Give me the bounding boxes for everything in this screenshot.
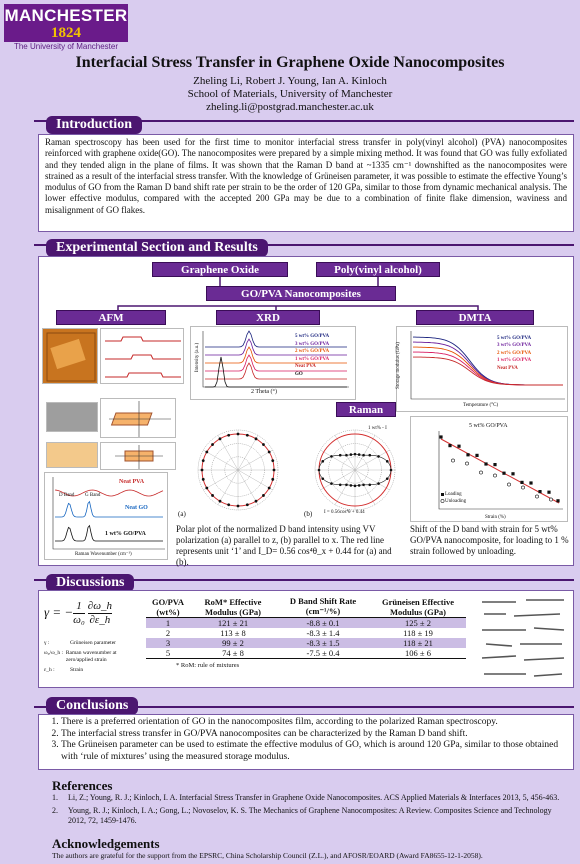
xrd-legend-item: 1 wt% GO/PVA — [295, 356, 330, 362]
shift-loading-point — [502, 472, 505, 475]
shift-legend — [445, 491, 466, 505]
table-cell: -8.3 ± 1.4 — [306, 628, 340, 638]
gamma-description: Grüneisen parameter — [70, 640, 116, 646]
polar-data-point — [354, 485, 357, 488]
raman-axes-diagram — [100, 442, 176, 470]
shift-unloading-point — [493, 474, 496, 477]
xrd-box: XRD — [216, 310, 320, 325]
polar-data-point — [202, 478, 205, 481]
disc-heading: Discussions — [46, 574, 134, 592]
poster-title: Interfacial Stress Transfer in Graphene Oxide Nanocomposites — [75, 54, 505, 71]
shift-loading-point — [448, 444, 451, 447]
shift-loading-point — [457, 445, 460, 448]
table-row — [146, 648, 466, 659]
polar-data-point — [345, 454, 348, 457]
shift-unloading-point — [451, 459, 454, 462]
polar-data-point — [368, 483, 371, 486]
xrd-legend-item: Neat PVA — [295, 364, 316, 370]
polar-data-point — [246, 434, 249, 437]
table-cell: 3 — [146, 638, 190, 648]
exp-heading: Experimental Section and Results — [46, 239, 268, 257]
table-header: GO/PVA (wt%) — [152, 596, 184, 617]
d-band-shift-plot — [410, 416, 568, 522]
polar-data-point — [362, 454, 365, 457]
spectrum-label: Neat PVA — [119, 479, 145, 485]
shift-loading-point — [484, 462, 487, 465]
table-cell: 121 ± 21 — [190, 618, 276, 629]
shift-loading-point — [439, 435, 442, 438]
polar-data-point — [339, 454, 342, 457]
table-cell: 99 ± 2 — [190, 638, 276, 648]
table-row — [146, 638, 466, 648]
polar-data-point — [211, 443, 214, 446]
polar-data-point — [368, 454, 371, 457]
list-item: Li, Z.; Young, R. J.; Kinloch, I. A. Interfacial Stress Transfer in Graphene Oxide Nanocomposites. ACS Applied Materials & Interfaces 2013, 5, 456-463. — [68, 793, 560, 802]
table-row — [146, 628, 466, 638]
shift-loading-point — [529, 481, 532, 484]
shift-loading-point — [493, 463, 496, 466]
xrd-legend-item: 5 wt% GO/PVA — [295, 334, 330, 339]
raman-geometry-diagram — [100, 398, 176, 438]
polar-data-point — [202, 459, 205, 462]
afm-box: AFM — [56, 310, 166, 325]
dmta-plot — [396, 326, 568, 412]
omega-description: Raman wavenumber at zero/applied strain — [65, 650, 117, 663]
polar-data-point — [255, 437, 258, 440]
polar-data-point — [321, 477, 324, 480]
polar-data-point — [205, 487, 208, 490]
dmta-legend-item: Neat PVA — [497, 365, 518, 371]
polar-data-point — [201, 469, 204, 472]
xrd-plot — [190, 326, 356, 400]
table-footnote: * RoM: rule of mixtures — [176, 662, 240, 669]
shift-unloading-point — [549, 498, 552, 501]
shift-loading-point — [556, 499, 559, 502]
polar-data-point — [273, 469, 276, 472]
table-cell: -7.5 ± 0.4 — [306, 648, 340, 658]
afm-profile-plot — [100, 328, 184, 384]
shift-legend-marker — [441, 493, 444, 496]
concl-panel — [38, 714, 574, 770]
polar-data-point — [271, 459, 274, 462]
flake-schematic — [476, 594, 570, 684]
shift-unloading-point — [479, 471, 482, 474]
raman-flake-image — [46, 442, 98, 468]
table-cell: -8.3 ± 1.5 — [276, 638, 370, 648]
polar-plot-b — [302, 420, 408, 520]
table-header: Grüneisen Effective Modulus (GPa) — [382, 596, 454, 617]
gruneisen-equation: γ = − $\frac{1}{\text{ω₀}}$ $\frac{\partial\omega\_h}{\partial\varepsilon\_h}$ — [44, 600, 112, 626]
polar-data-point — [350, 484, 353, 487]
list-item: 3. The Grüneisen parameter can be used to estimate the effective modulus of GO, which is around 120 GPa, similar to those obtained with ‘rule of mixtures’ using the measured storage modulus. — [61, 740, 567, 763]
logo-year: 1824 — [51, 25, 81, 41]
afm-image — [42, 328, 98, 384]
spectrum-band-label: G Band — [85, 493, 101, 498]
polar-b-label: (b) — [304, 510, 313, 518]
spectrum-xlabel: Raman Wavenumber (cm⁻¹) — [75, 552, 132, 557]
polar-data-point — [255, 500, 258, 503]
shift-unloading-point — [521, 486, 524, 489]
table-cell: 125 ± 2 — [370, 618, 466, 629]
shift-xlabel: Strain (%) — [485, 515, 506, 520]
dmta-legend-item: 2 wt% GO/PVA — [497, 350, 532, 356]
dmta-axes — [411, 331, 565, 399]
table-cell: -8.8 ± 0.1 — [276, 618, 370, 629]
shift-unloading-point — [507, 483, 510, 486]
polar-data-point — [237, 505, 240, 508]
polar-a-label: (a) — [178, 510, 186, 518]
polar-data-point — [211, 494, 214, 497]
email[interactable]: zheling.li@postgrad.manchester.ac.uk — [206, 101, 374, 113]
intro-panel — [38, 134, 574, 232]
dmta-legend-item: 5 wt% GO/PVA — [497, 336, 532, 341]
shift-loading-point — [511, 472, 514, 475]
nanocomposites-box: GO/PVA Nanocomposites — [206, 286, 396, 301]
raman-sample-photo — [46, 402, 98, 432]
polar-data-point — [339, 483, 342, 486]
polar-data-point — [262, 443, 265, 446]
references-heading: References — [52, 778, 113, 793]
shift-caption: Shift of the D band with strain for 5 wt% GO/PVA nanocomposite, for loading to 1 % strain followed by unloading. — [410, 524, 569, 556]
affiliation: School of Materials, University of Manchester — [187, 88, 393, 100]
polar-data-point — [219, 437, 222, 440]
polar-data-point — [318, 469, 321, 472]
table-header: D Band Shift Rate (cm⁻¹/%) — [289, 596, 357, 616]
graphene-oxide-box: Graphene Oxide — [152, 262, 288, 277]
xrd-legend-item: GO — [295, 371, 303, 377]
shift-unloading-point — [535, 495, 538, 498]
list-item: Young, R. J.; Kinloch, I. A.; Gong, L.; Novoselov, K. S. The Mechanics of Graphene Nanocomposites: A Review. Composites Science and Technology 2012, 72, 1459-1476. — [68, 806, 552, 825]
logo-subtitle: The University of Manchester — [4, 42, 128, 51]
polar-data-point — [354, 453, 357, 456]
polar-data-point — [386, 460, 389, 463]
authors: Zheling Li, Robert J. Young, Ian A. Kinloch — [193, 75, 387, 87]
equation-legend: γ : Grüneisen parameter ω₀/ω_h : Raman wavenumber at zero/applied strain ε_h : Strain — [44, 640, 144, 674]
shift-loading-point — [538, 490, 541, 493]
concl-heading: Conclusions — [46, 697, 138, 715]
shift-loading-point — [475, 454, 478, 457]
spectrum-label: 1 wt% GO/PVA — [105, 531, 146, 537]
table-cell: 1 — [146, 618, 190, 629]
conclusions-list — [45, 717, 567, 763]
polar-data-point — [377, 455, 380, 458]
pva-box: Poly(vinyl alcohol) — [316, 262, 440, 277]
polar-legend: 1 wt% - I — [368, 426, 387, 431]
table-header-row — [146, 596, 466, 618]
xrd-xlabel: 2 Theta (°) — [251, 389, 277, 395]
ack-heading: Acknowledgements — [52, 836, 160, 851]
ack-text: The authors are grateful for the support from the EPSRC, China Scholarship Council (Z.L.), and AFOSR/EOARD (Award FA8655-12-1-2058). — [52, 851, 483, 860]
polar-data-point — [330, 482, 333, 485]
polar-data-point — [271, 478, 274, 481]
shift-unloading-point — [465, 462, 468, 465]
polar-data-point — [362, 484, 365, 487]
strain-description: Strain — [70, 667, 84, 673]
polar-data-point — [268, 487, 271, 490]
table-cell: 113 ± 8 — [220, 628, 246, 638]
polar-data-point — [237, 433, 240, 436]
polar-data-point — [345, 484, 348, 487]
raman-box: Raman — [336, 402, 396, 417]
polar-data-point — [246, 503, 249, 506]
polar-data-point — [377, 482, 380, 485]
polar-data-point — [227, 503, 230, 506]
table-cell: 2 — [165, 628, 171, 638]
dmta-xlabel: Temperature (°C) — [463, 403, 499, 408]
polar-caption: Polar plot of the normalized D band intensity using VV polarization (a) parallel to z, (b) parallel to x. The red line represents unit ‘1’ and I_D= 0.56 cos⁴θ_x + 0.44 for (a) and (b). — [176, 524, 392, 567]
polar-data-point — [390, 469, 393, 472]
table-cell: 106 ± 6 — [405, 648, 431, 658]
xrd-legend-item: 3 wt% GO/PVA — [295, 341, 330, 347]
dmta-ylabel: Storage modulus (GPa) — [395, 342, 401, 389]
polar-equation: I = 0.56cos⁴θ + 0.44 — [324, 510, 365, 515]
table-cell: 118 ± 21 — [370, 638, 466, 648]
table-cell: 74 ± 8 — [222, 648, 244, 658]
xrd-legend — [295, 333, 329, 379]
polar-data-point — [227, 434, 230, 437]
list-item: 2. The interfacial stress transfer in GO/PVA nanocomposites can be characterized by the Raman D band shift. — [61, 729, 567, 741]
dmta-curve — [413, 337, 563, 385]
polar-data-point — [386, 477, 389, 480]
polar-data-point — [262, 494, 265, 497]
dmta-legend-item: 1 wt% GO/PVA — [497, 358, 532, 364]
spectrum-band-label: D Band — [59, 493, 75, 498]
xrd-legend-item: 2 wt% GO/PVA — [295, 349, 330, 355]
references-list: 1. Li, Z.; Young, R. J.; Kinloch, I. A. Interfacial Stress Transfer in Graphene Oxide Nanocomposites. ACS Applied Materials & Interfaces 2013, 5, 456-463. 2. Young, R. J.; Kinloch, I. A.; Gong, L.; Novoselov, K. S. The Mechanics of Graphene Nanocomposites: A Review. Composites Science and Technology 2012, 72, 1459-1476. — [52, 793, 570, 826]
shift-loading-point — [466, 453, 469, 456]
polar-data-point — [350, 453, 353, 456]
dmta-box: DMTA — [416, 310, 534, 325]
modulus-table — [146, 596, 466, 659]
spectrum-label: Neat GO — [125, 505, 148, 511]
polar-data-point — [205, 451, 208, 454]
xrd-ylabel: Intensity (a.u.) — [195, 342, 201, 373]
polar-data-point — [330, 455, 333, 458]
dmta-legend-item: 3 wt% GO/PVA — [497, 343, 532, 349]
raman-spectrum-plot — [44, 472, 168, 560]
shift-title: 5 wt% GO/PVA — [469, 423, 508, 429]
polar-plot-a — [176, 420, 300, 520]
polar-data-point — [268, 451, 271, 454]
shift-legend-item: Loading — [445, 492, 462, 497]
polar-data-point — [321, 460, 324, 463]
table-header: RoM* Effective Modulus (GPa) — [204, 596, 262, 617]
dmta-legend — [497, 335, 531, 372]
polar-data-point — [219, 500, 222, 503]
logo-text: MANCHESTER — [4, 6, 128, 25]
shift-loading-point — [547, 491, 550, 494]
table-cell: 118 ± 19 — [403, 628, 433, 638]
shift-legend-marker — [441, 499, 444, 502]
shift-legend-item: Unloading — [445, 499, 467, 504]
polar-data-point — [358, 453, 361, 456]
modulus-table-wrap — [146, 596, 466, 669]
table-row — [146, 618, 466, 629]
spectrum-axes — [53, 477, 165, 549]
shift-loading-point — [520, 481, 523, 484]
intro-heading: Introduction — [46, 116, 142, 134]
polar-data-point — [358, 484, 361, 487]
intro-text: Raman spectroscopy has been used for the first time to monitor interfacial stress transfer in poly(vinyl alcohol) (PVA) nanocomposites reinforced with graphene oxide(GO). The nanocomposites were prepared by a simple mixing method. It was found that GO was fully exfoliated and they tended align in the plane of films. It was shown that the Raman D band at ~1335 cm⁻¹ downshifted as the nanocomposites were strained as a result of the interfacial stress transfer. With the knowledge of Grüneisen parameter, it was possible to estimate the effective Young’s modulus of GO from the Raman D band shift rate per strain to be the order of 120 GPa, similar to those from dynamic mechanical analysis. The lower effective modulus, compared with the accepted 200 GPa may be due to a combination of finite flake dimension, waviness and misalignment of GO flakes. — [45, 137, 567, 215]
list-item: 1. There is a preferred orientation of GO in the nanocomposites film, according to the polarized Raman spectroscopy. — [61, 717, 567, 729]
table-cell: 5 — [165, 648, 171, 658]
